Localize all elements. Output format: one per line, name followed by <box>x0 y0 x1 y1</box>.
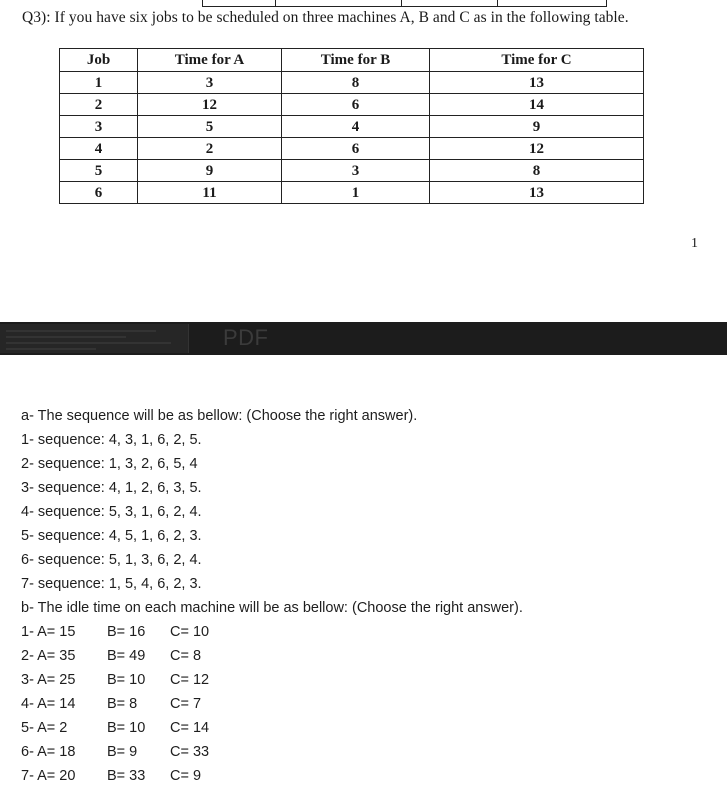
cell-job: 2 <box>60 94 138 116</box>
part-a-option-2[interactable]: 2- sequence: 1, 3, 2, 6, 5, 4 <box>21 456 198 472</box>
cell-job: 1 <box>60 72 138 94</box>
cell-time-a: 3 <box>138 72 282 94</box>
table-row <box>60 116 644 138</box>
pdf-watermark-label: PDF <box>223 325 269 350</box>
cell-job: 5 <box>60 160 138 182</box>
header-job: Job <box>60 49 138 72</box>
option-machine-c: C= 12 <box>170 672 210 688</box>
cell-time-c: 13 <box>430 182 644 204</box>
cell-time-a: 12 <box>138 94 282 116</box>
option-machine-b: B= 33 <box>107 768 146 784</box>
part-a-option-7[interactable]: 7- sequence: 1, 5, 4, 6, 2, 3. <box>21 576 202 592</box>
cell-time-a: 5 <box>138 116 282 138</box>
cell-time-b: 4 <box>282 116 430 138</box>
document-page-top <box>0 0 727 322</box>
jobs-table <box>59 48 644 204</box>
cell-time-b: 6 <box>282 138 430 160</box>
table-header-row <box>60 49 644 72</box>
option-machine-b: B= 16 <box>107 624 146 640</box>
part-a-option-4[interactable]: 4- sequence: 5, 3, 1, 6, 2, 4. <box>21 504 202 520</box>
cell-job: 4 <box>60 138 138 160</box>
cell-time-b: 6 <box>282 94 430 116</box>
cell-time-c: 14 <box>430 94 644 116</box>
part-a-option-3[interactable]: 3- sequence: 4, 1, 2, 6, 3, 5. <box>21 480 202 496</box>
option-machine-a: 4- A= 14 <box>21 696 76 712</box>
option-machine-c: C= 14 <box>170 720 210 736</box>
cell-time-c: 9 <box>430 116 644 138</box>
option-machine-b: B= 10 <box>107 720 146 736</box>
cell-time-b: 1 <box>282 182 430 204</box>
option-machine-b: B= 10 <box>107 672 146 688</box>
part-a-prompt: a- The sequence will be as bellow: (Choose the right answer). <box>21 408 418 424</box>
previous-table-edge <box>202 0 607 7</box>
part-b-prompt: b- The idle time on each machine will be as bellow: (Choose the right answer). <box>21 600 523 616</box>
cell-time-a: 2 <box>138 138 282 160</box>
cell-time-b: 3 <box>282 160 430 182</box>
header-time-a: Time for A <box>138 49 282 72</box>
part-a-option-5[interactable]: 5- sequence: 4, 5, 1, 6, 2, 3. <box>21 528 202 544</box>
option-machine-b: B= 49 <box>107 648 146 664</box>
cell-time-c: 13 <box>430 72 644 94</box>
part-a-option-1[interactable]: 1- sequence: 4, 3, 1, 6, 2, 5. <box>21 432 202 448</box>
option-machine-c: C= 9 <box>170 768 202 784</box>
header-time-c: Time for C <box>430 49 644 72</box>
pdf-viewer-toolbar <box>0 322 727 355</box>
cell-time-a: 9 <box>138 160 282 182</box>
table-row <box>60 160 644 182</box>
header-time-b: Time for B <box>282 49 430 72</box>
option-machine-a: 6- A= 18 <box>21 744 76 760</box>
page-number: 1 <box>691 236 698 251</box>
table-row <box>60 182 644 204</box>
cell-job: 6 <box>60 182 138 204</box>
question-text: Q3): If you have six jobs to be scheduled on three machines A, B and C as in the following table. <box>22 9 629 26</box>
cell-time-c: 8 <box>430 160 644 182</box>
option-machine-a: 2- A= 35 <box>21 648 76 664</box>
option-machine-c: C= 33 <box>170 744 210 760</box>
option-machine-c: C= 7 <box>170 696 202 712</box>
option-machine-a: 7- A= 20 <box>21 768 76 784</box>
cell-time-c: 12 <box>430 138 644 160</box>
cell-job: 3 <box>60 116 138 138</box>
option-machine-a: 5- A= 2 <box>21 720 68 736</box>
answer-section <box>0 355 727 800</box>
option-machine-c: C= 10 <box>170 624 210 640</box>
option-machine-a: 1- A= 15 <box>21 624 76 640</box>
option-machine-b: B= 9 <box>107 744 138 760</box>
option-machine-c: C= 8 <box>170 648 202 664</box>
table-row <box>60 72 644 94</box>
option-machine-a: 3- A= 25 <box>21 672 76 688</box>
part-a-option-6[interactable]: 6- sequence: 5, 1, 3, 6, 2, 4. <box>21 552 202 568</box>
page-thumbnail[interactable] <box>0 324 189 353</box>
option-machine-b: B= 8 <box>107 696 138 712</box>
cell-time-a: 11 <box>138 182 282 204</box>
table-row <box>60 94 644 116</box>
cell-time-b: 8 <box>282 72 430 94</box>
table-row <box>60 138 644 160</box>
